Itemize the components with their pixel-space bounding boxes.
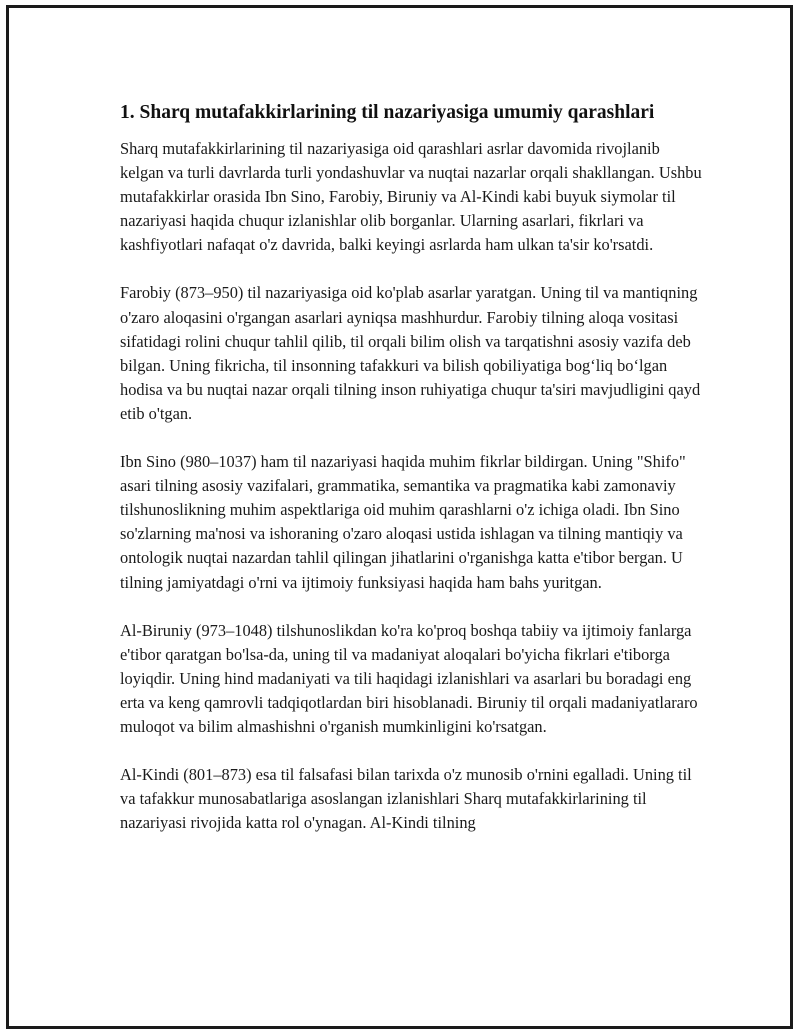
paragraph-ibn-sino: Ibn Sino (980–1037) ham til nazariyasi haqida muhim fikrlar bildirgan. Uning "Shifo" asari tilning asosiy vazifalari, grammatika, semantika va pragmatika kabi zamonaviy tilshunoslikning muhim aspektlariga oid muhim qarashlarni o'z ichiga oladi. Ibn Sino so'zlarning ma'nosi va ishoraning o'zaro aloqasi ustida ishlagan va tilning mantiqiy va ontologik nuqtai nazardan tahlil qilingan jihatlarini o'rganishga katta e'tibor bergan. U tilning jamiyatdagi o'rni va ijtimoiy funksiyasi haqida ham bahs yuritgan.	[120, 452, 686, 592]
paragraph-farobiy: Farobiy (873–950) til nazariyasiga oid ko'plab asarlar yaratgan. Uning til va mantiqning o'zaro aloqasini o'rgangan asarlari ayniqsa mashhurdur. Farobiy tilning aloqa vositasi sifatidagi rolini chuqur tahlil qilib, til orqali bilim olish va tarqatishni asosiy vazifa deb bilgan. Uning fikricha, til insonning tafakkuri va bilish qobiliyatiga bog‘liq bo‘lgan hodisa va bu nuqtai nazar orqali tilning inson ruhiyatiga chuqur ta'siri mavjudligini qayd etib o'tgan.	[120, 283, 701, 423]
paragraph-biruniy: Al-Biruniy (973–1048) tilshunoslikdan ko'ra ko'proq boshqa tabiiy va ijtimoiy fanlarga e'tibor qaratgan bo'lsa-da, uning til va madaniyat aloqalari bo'yicha fikrlari e'tiborga loyiqdir. Uning hind madaniyati va tili haqidagi izlanishlari va asarlari bu boradagi eng erta va keng qamrovli tadqiqotlardan biri hisoblanadi. Biruniy til orqali madaniyatlararo muloqot va bilim almashishni o'rganish mumkinligini ko'rsatgan.	[120, 620, 698, 736]
paragraph-al-kindi: Al-Kindi (801–873) esa til falsafasi bilan tarixda o'z munosib o'rnini egalladi. Uning til va tafakkur munosabatlariga asoslangan izlanishlari Sharq mutafakkirlarining til nazariyasi rivojida katta rol o'ynagan. Al-Kindi tilning	[120, 765, 692, 833]
paragraph-intro: Sharq mutafakkirlarining til nazariyasiga oid qarashlari asrlar davomida rivojlanib kelgan va turli davrlarda turli yondashuvlar va nuqtai nazarlar orqali shakllangan. Ushbu mutafakkirlar orasida Ibn Sino, Farobiy, Biruniy va Al-Kindi kabi buyuk siymolar til nazariyasi haqida chuqur izlanishlar olib borganlar. Ularning asarlari, fikrlari va kashfiyotlari nafaqat o'z davrida, balki keyingi asrlarda ham ulkan ta'sir ko'rsatdi.	[120, 139, 702, 255]
page-frame	[6, 5, 793, 1029]
section-heading: 1. Sharq mutafakkirlarining til nazariyasiga umumiy qarashlari	[120, 102, 655, 123]
document-body	[120, 100, 702, 859]
